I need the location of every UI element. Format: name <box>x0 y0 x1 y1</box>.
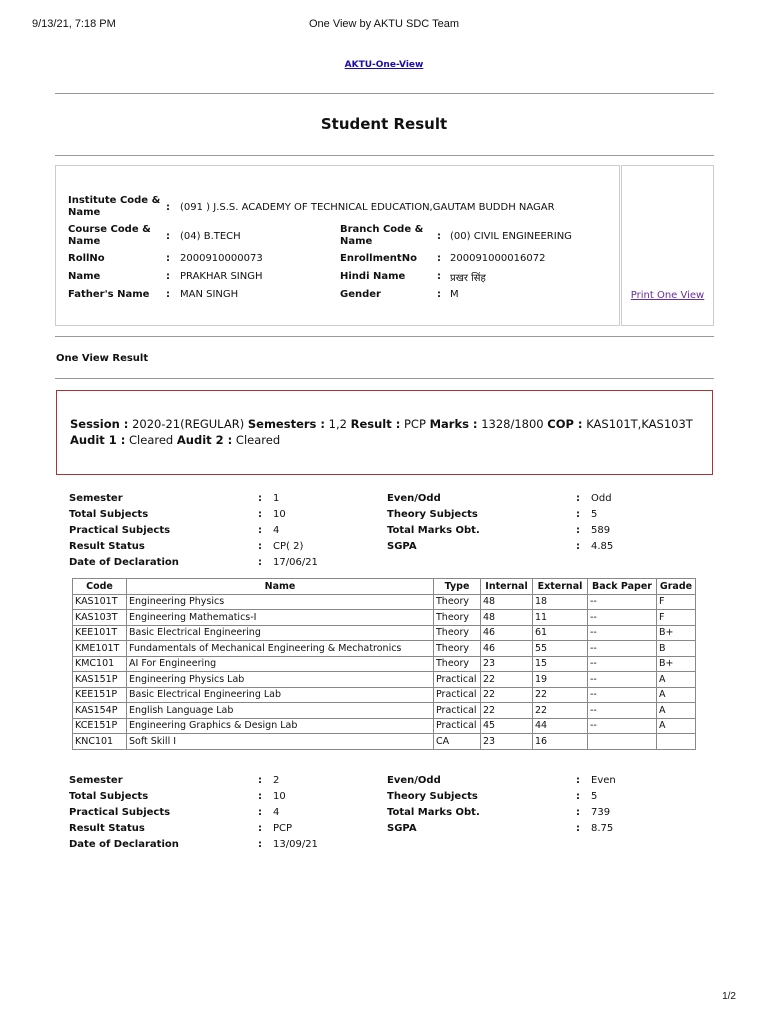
summary-row <box>69 807 689 821</box>
cell-back-paper: -- <box>588 625 657 641</box>
gender-label: Gender <box>340 289 381 300</box>
even-odd-label: Even/Odd <box>387 775 441 786</box>
cell-back-paper: -- <box>588 703 657 719</box>
cell-name: Engineering Graphics & Design Lab <box>127 718 434 734</box>
cell-code: KAS103T <box>73 610 127 626</box>
colon: : <box>166 202 170 213</box>
hindi-name-value: प्रखर सिंह <box>450 273 486 284</box>
colon: : <box>166 253 170 264</box>
session-value: 2020-21(REGULAR) <box>132 417 245 431</box>
cell-external: 15 <box>533 656 588 672</box>
date-of-declaration-label: Date of Declaration <box>69 839 179 850</box>
semesters-value: 1,2 <box>328 417 347 431</box>
semesters-label: Semesters : <box>247 417 325 431</box>
cop-value: KAS101T,KAS103T <box>586 417 693 431</box>
summary-row <box>69 775 689 789</box>
cell-name: Basic Electrical Engineering <box>127 625 434 641</box>
cell-code: KEE101T <box>73 625 127 641</box>
cell-name: Engineering Physics <box>127 594 434 610</box>
audit1-label: Audit 1 : <box>70 433 126 447</box>
total-marks-label: Total Marks Obt. <box>387 807 480 818</box>
cell-external: 19 <box>533 672 588 688</box>
cell-internal: 46 <box>481 625 533 641</box>
sgpa-label: SGPA <box>387 541 417 552</box>
cell-external: 61 <box>533 625 588 641</box>
cell-internal: 23 <box>481 734 533 750</box>
cell-grade: F <box>657 594 696 610</box>
summary-row <box>69 823 689 837</box>
marks-label: Marks : <box>429 417 478 431</box>
cell-code: KAS151P <box>73 672 127 688</box>
cell-grade: F <box>657 610 696 626</box>
colon: : <box>258 541 262 552</box>
cell-type: Practical <box>434 703 481 719</box>
total-marks-value: 589 <box>591 525 611 536</box>
cell-type: Theory <box>434 641 481 657</box>
divider <box>55 378 714 379</box>
father-name-label: Father's Name <box>68 289 150 300</box>
cell-internal: 48 <box>481 610 533 626</box>
even-odd-label: Even/Odd <box>387 493 441 504</box>
cell-name: Fundamentals of Mechanical Engineering & Mechatronics <box>127 641 434 657</box>
cell-grade: B+ <box>657 625 696 641</box>
cell-type: Theory <box>434 610 481 626</box>
cell-back-paper <box>588 734 657 750</box>
theory-subjects-label: Theory Subjects <box>387 791 478 802</box>
theory-subjects-value: 5 <box>591 509 598 520</box>
colon: : <box>258 823 262 834</box>
divider <box>55 93 714 94</box>
colon: : <box>576 791 580 802</box>
cell-internal: 22 <box>481 703 533 719</box>
print-page-title: One View by AKTU SDC Team <box>309 18 459 30</box>
semester-label: Semester <box>69 493 123 504</box>
cell-internal: 22 <box>481 687 533 703</box>
total-marks-label: Total Marks Obt. <box>387 525 480 536</box>
cell-grade: A <box>657 718 696 734</box>
cop-label: COP : <box>547 417 583 431</box>
summary-row <box>69 493 689 507</box>
colon: : <box>576 775 580 786</box>
audit2-label: Audit 2 : <box>176 433 233 447</box>
roll-value: 2000910000073 <box>180 253 263 264</box>
total-subjects-label: Total Subjects <box>69 509 149 520</box>
cell-name: Engineering Physics Lab <box>127 672 434 688</box>
cell-back-paper: -- <box>588 718 657 734</box>
cell-external: 55 <box>533 641 588 657</box>
name-value: PRAKHAR SINGH <box>180 271 263 282</box>
hindi-name-label: Hindi Name <box>340 271 406 282</box>
semester-value: 2 <box>273 775 280 786</box>
divider <box>55 336 714 337</box>
colon: : <box>437 271 441 282</box>
audit2-value: Cleared <box>235 433 281 447</box>
table-row <box>73 656 696 672</box>
col-header-external: External <box>533 579 588 595</box>
cell-external: 44 <box>533 718 588 734</box>
total-subjects-value: 10 <box>273 509 286 520</box>
colon: : <box>258 557 262 568</box>
table-row <box>73 610 696 626</box>
print-header <box>32 18 736 32</box>
cell-external: 16 <box>533 734 588 750</box>
cell-back-paper: -- <box>588 687 657 703</box>
colon: : <box>576 807 580 818</box>
colon: : <box>576 493 580 504</box>
course-label: Course Code & Name <box>68 224 151 247</box>
result-value: PCP <box>404 417 426 431</box>
summary-row <box>69 839 689 853</box>
gender-value: M <box>450 289 459 300</box>
cell-internal: 23 <box>481 656 533 672</box>
cell-back-paper: -- <box>588 672 657 688</box>
result-status-label: Result Status <box>69 823 145 834</box>
course-value: (04) B.TECH <box>180 231 241 242</box>
colon: : <box>258 509 262 520</box>
institute-value: (091 ) J.S.S. ACADEMY OF TECHNICAL EDUCATION,GAUTAM BUDDH NAGAR <box>180 202 555 213</box>
cell-back-paper: -- <box>588 594 657 610</box>
semester-value: 1 <box>273 493 280 504</box>
cell-type: Practical <box>434 687 481 703</box>
cell-name: AI For Engineering <box>127 656 434 672</box>
cell-internal: 45 <box>481 718 533 734</box>
print-panel <box>621 165 714 326</box>
table-row <box>73 718 696 734</box>
aktu-one-view-link[interactable]: AKTU-One-View <box>344 60 424 70</box>
cell-grade: B <box>657 641 696 657</box>
table-row <box>73 734 696 750</box>
theory-subjects-value: 5 <box>591 791 598 802</box>
colon: : <box>258 839 262 850</box>
roll-label: RollNo <box>68 253 105 264</box>
practical-subjects-label: Practical Subjects <box>69 807 171 818</box>
result-status-value: CP( 2) <box>273 541 304 552</box>
col-header-type: Type <box>434 579 481 595</box>
cell-name: Soft Skill I <box>127 734 434 750</box>
cell-external: 22 <box>533 687 588 703</box>
colon: : <box>437 253 441 264</box>
cell-code: KME101T <box>73 641 127 657</box>
cell-back-paper: -- <box>588 641 657 657</box>
even-odd-value: Odd <box>591 493 612 504</box>
colon: : <box>258 493 262 504</box>
print-timestamp: 9/13/21, 7:18 PM <box>32 18 116 30</box>
cell-name: English Language Lab <box>127 703 434 719</box>
cell-external: 18 <box>533 594 588 610</box>
colon: : <box>258 807 262 818</box>
summary-row <box>69 509 689 523</box>
cell-code: KAS154P <box>73 703 127 719</box>
cell-grade: A <box>657 687 696 703</box>
col-header-back-paper: Back Paper <box>588 579 657 595</box>
sgpa-value: 4.85 <box>591 541 614 552</box>
cell-name: Engineering Mathematics-I <box>127 610 434 626</box>
table-row <box>73 594 696 610</box>
cell-back-paper: -- <box>588 656 657 672</box>
cell-type: CA <box>434 734 481 750</box>
col-header-name: Name <box>127 579 434 595</box>
page-number: 1/2 <box>722 991 736 1002</box>
branch-label: Branch Code & Name <box>340 224 424 247</box>
top-link-container <box>0 60 768 70</box>
colon: : <box>166 231 170 242</box>
cell-external: 22 <box>533 703 588 719</box>
session-summary <box>56 390 713 475</box>
cell-internal: 22 <box>481 672 533 688</box>
colon: : <box>258 525 262 536</box>
date-of-declaration-value: 17/06/21 <box>273 557 318 568</box>
audit1-value: Cleared <box>129 433 174 447</box>
sgpa-label: SGPA <box>387 823 417 834</box>
result-status-value: PCP <box>273 823 293 834</box>
cell-code: KAS101T <box>73 594 127 610</box>
cell-type: Theory <box>434 625 481 641</box>
date-of-declaration-value: 13/09/21 <box>273 839 318 850</box>
total-marks-value: 739 <box>591 807 611 818</box>
cell-grade: A <box>657 672 696 688</box>
theory-subjects-label: Theory Subjects <box>387 509 478 520</box>
result-status-label: Result Status <box>69 541 145 552</box>
cell-type: Theory <box>434 594 481 610</box>
student-info-panel <box>55 165 620 326</box>
print-one-view-link[interactable]: Print One View <box>630 290 705 301</box>
colon: : <box>576 541 580 552</box>
cell-grade: B+ <box>657 656 696 672</box>
date-of-declaration-label: Date of Declaration <box>69 557 179 568</box>
practical-subjects-value: 4 <box>273 807 280 818</box>
cell-internal: 48 <box>481 594 533 610</box>
father-name-value: MAN SINGH <box>180 289 239 300</box>
cell-name: Basic Electrical Engineering Lab <box>127 687 434 703</box>
table-row <box>73 672 696 688</box>
colon: : <box>437 231 441 242</box>
page-title: Student Result <box>320 115 448 133</box>
cell-code: KCE151P <box>73 718 127 734</box>
cell-type: Practical <box>434 672 481 688</box>
name-label: Name <box>68 271 101 282</box>
cell-internal: 46 <box>481 641 533 657</box>
result-label: Result : <box>350 417 401 431</box>
table-row <box>73 687 696 703</box>
table-row <box>73 625 696 641</box>
section-label: One View Result <box>56 353 149 364</box>
colon: : <box>576 525 580 536</box>
table-row <box>73 703 696 719</box>
table-header-row <box>73 579 696 595</box>
cell-type: Theory <box>434 656 481 672</box>
institute-label: Institute Code & Name <box>68 195 161 218</box>
branch-value: (00) CIVIL ENGINEERING <box>450 231 572 242</box>
enrollment-label: EnrollmentNo <box>340 253 417 264</box>
col-header-code: Code <box>73 579 127 595</box>
cell-grade <box>657 734 696 750</box>
enrollment-value: 200091000016072 <box>450 253 546 264</box>
summary-row <box>69 525 689 539</box>
colon: : <box>258 775 262 786</box>
semester-label: Semester <box>69 775 123 786</box>
colon: : <box>166 271 170 282</box>
cell-code: KNC101 <box>73 734 127 750</box>
colon: : <box>437 289 441 300</box>
practical-subjects-label: Practical Subjects <box>69 525 171 536</box>
colon: : <box>576 509 580 520</box>
col-header-grade: Grade <box>657 579 696 595</box>
colon: : <box>166 289 170 300</box>
marks-value: 1328/1800 <box>481 417 544 431</box>
colon: : <box>576 823 580 834</box>
even-odd-value: Even <box>591 775 616 786</box>
table-row <box>73 641 696 657</box>
summary-row <box>69 791 689 805</box>
colon: : <box>258 791 262 802</box>
summary-row <box>69 541 689 555</box>
cell-back-paper: -- <box>588 610 657 626</box>
total-subjects-label: Total Subjects <box>69 791 149 802</box>
semester-1-grades-table <box>72 578 696 750</box>
total-subjects-value: 10 <box>273 791 286 802</box>
col-header-internal: Internal <box>481 579 533 595</box>
practical-subjects-value: 4 <box>273 525 280 536</box>
cell-code: KEE151P <box>73 687 127 703</box>
cell-external: 11 <box>533 610 588 626</box>
divider <box>55 155 714 156</box>
summary-row <box>69 557 689 571</box>
cell-type: Practical <box>434 718 481 734</box>
cell-code: KMC101 <box>73 656 127 672</box>
sgpa-value: 8.75 <box>591 823 614 834</box>
cell-grade: A <box>657 703 696 719</box>
session-label: Session : <box>70 417 129 431</box>
